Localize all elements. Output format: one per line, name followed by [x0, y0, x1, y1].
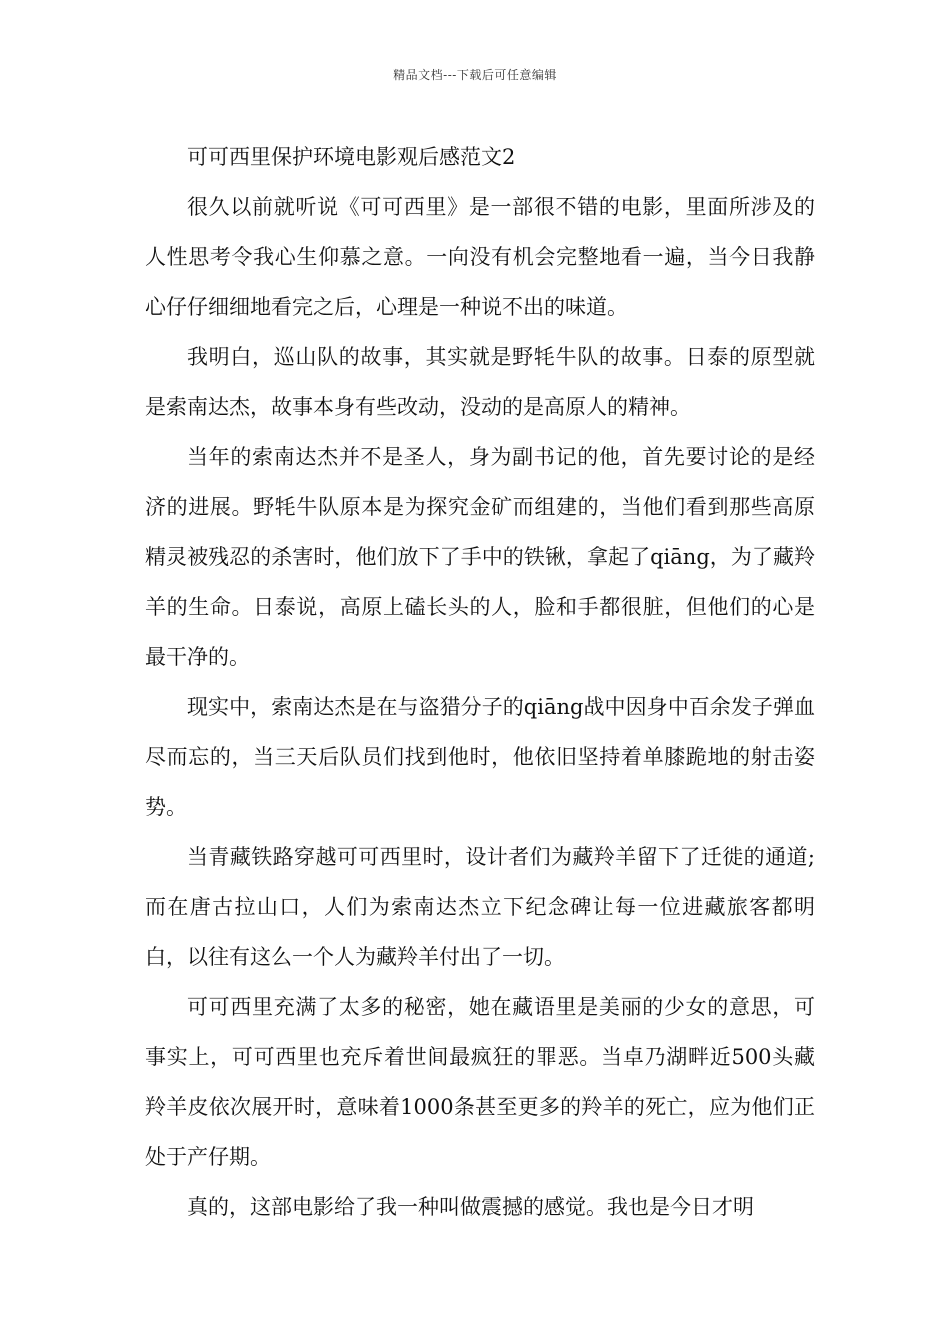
paragraph-4: 现实中，索南达杰是在与盗猎分子的qiāng战中因身中百余发子弹血尽而忘的，当三天后队员们找到他时，他依旧坚持着单膝跪地的射击姿势。 — [145, 695, 815, 819]
paragraph-2: 我明白，巡山队的故事，其实就是野牦牛队的故事。日泰的原型就是索南达杰，故事本身有些改动，没动的是高原人的精神。 — [145, 345, 815, 419]
paragraph-3: 当年的索南达杰并不是圣人，身为副书记的他，首先要讨论的是经济的进展。野牦牛队原本是为探究金矿而组建的，当他们看到那些高原精灵被残忍的杀害时，他们放下了手中的铁锹，拿起了qiāng，为了藏羚羊的生命。日泰说，高原上磕长头的人，脸和手都很脏，但他们的心是最干净的。 — [145, 445, 815, 669]
document-title: 可可西里保护环境电影观后感范文2 — [187, 145, 516, 169]
document-body — [145, 132, 815, 1232]
page-header: 精品文档---下载后可任意编辑 — [393, 68, 557, 82]
paragraph-1: 很久以前就听说《可可西里》是一部很不错的电影，里面所涉及的人性思考令我心生仰慕之意。一向没有机会完整地看一遍，当今日我静心仔仔细细地看完之后，心理是一种说不出的味道。 — [145, 195, 815, 319]
paragraph-7: 真的，这部电影给了我一种叫做震撼的感觉。我也是今日才明 — [187, 1195, 754, 1219]
paragraph-5: 当青藏铁路穿越可可西里时，设计者们为藏羚羊留下了迁徙的通道;而在唐古拉山口，人们为索南达杰立下纪念碑让每一位进藏旅客都明白，以往有这么一个人为藏羚羊付出了一切。 — [145, 845, 815, 969]
paragraph-6: 可可西里充满了太多的秘密，她在藏语里是美丽的少女的意思，可事实上，可可西里也充斥着世间最疯狂的罪恶。当卓乃湖畔近500头藏羚羊皮依次展开时，意味着1000条甚至更多的羚羊的死亡，应为他们正处于产仔期。 — [145, 995, 815, 1169]
